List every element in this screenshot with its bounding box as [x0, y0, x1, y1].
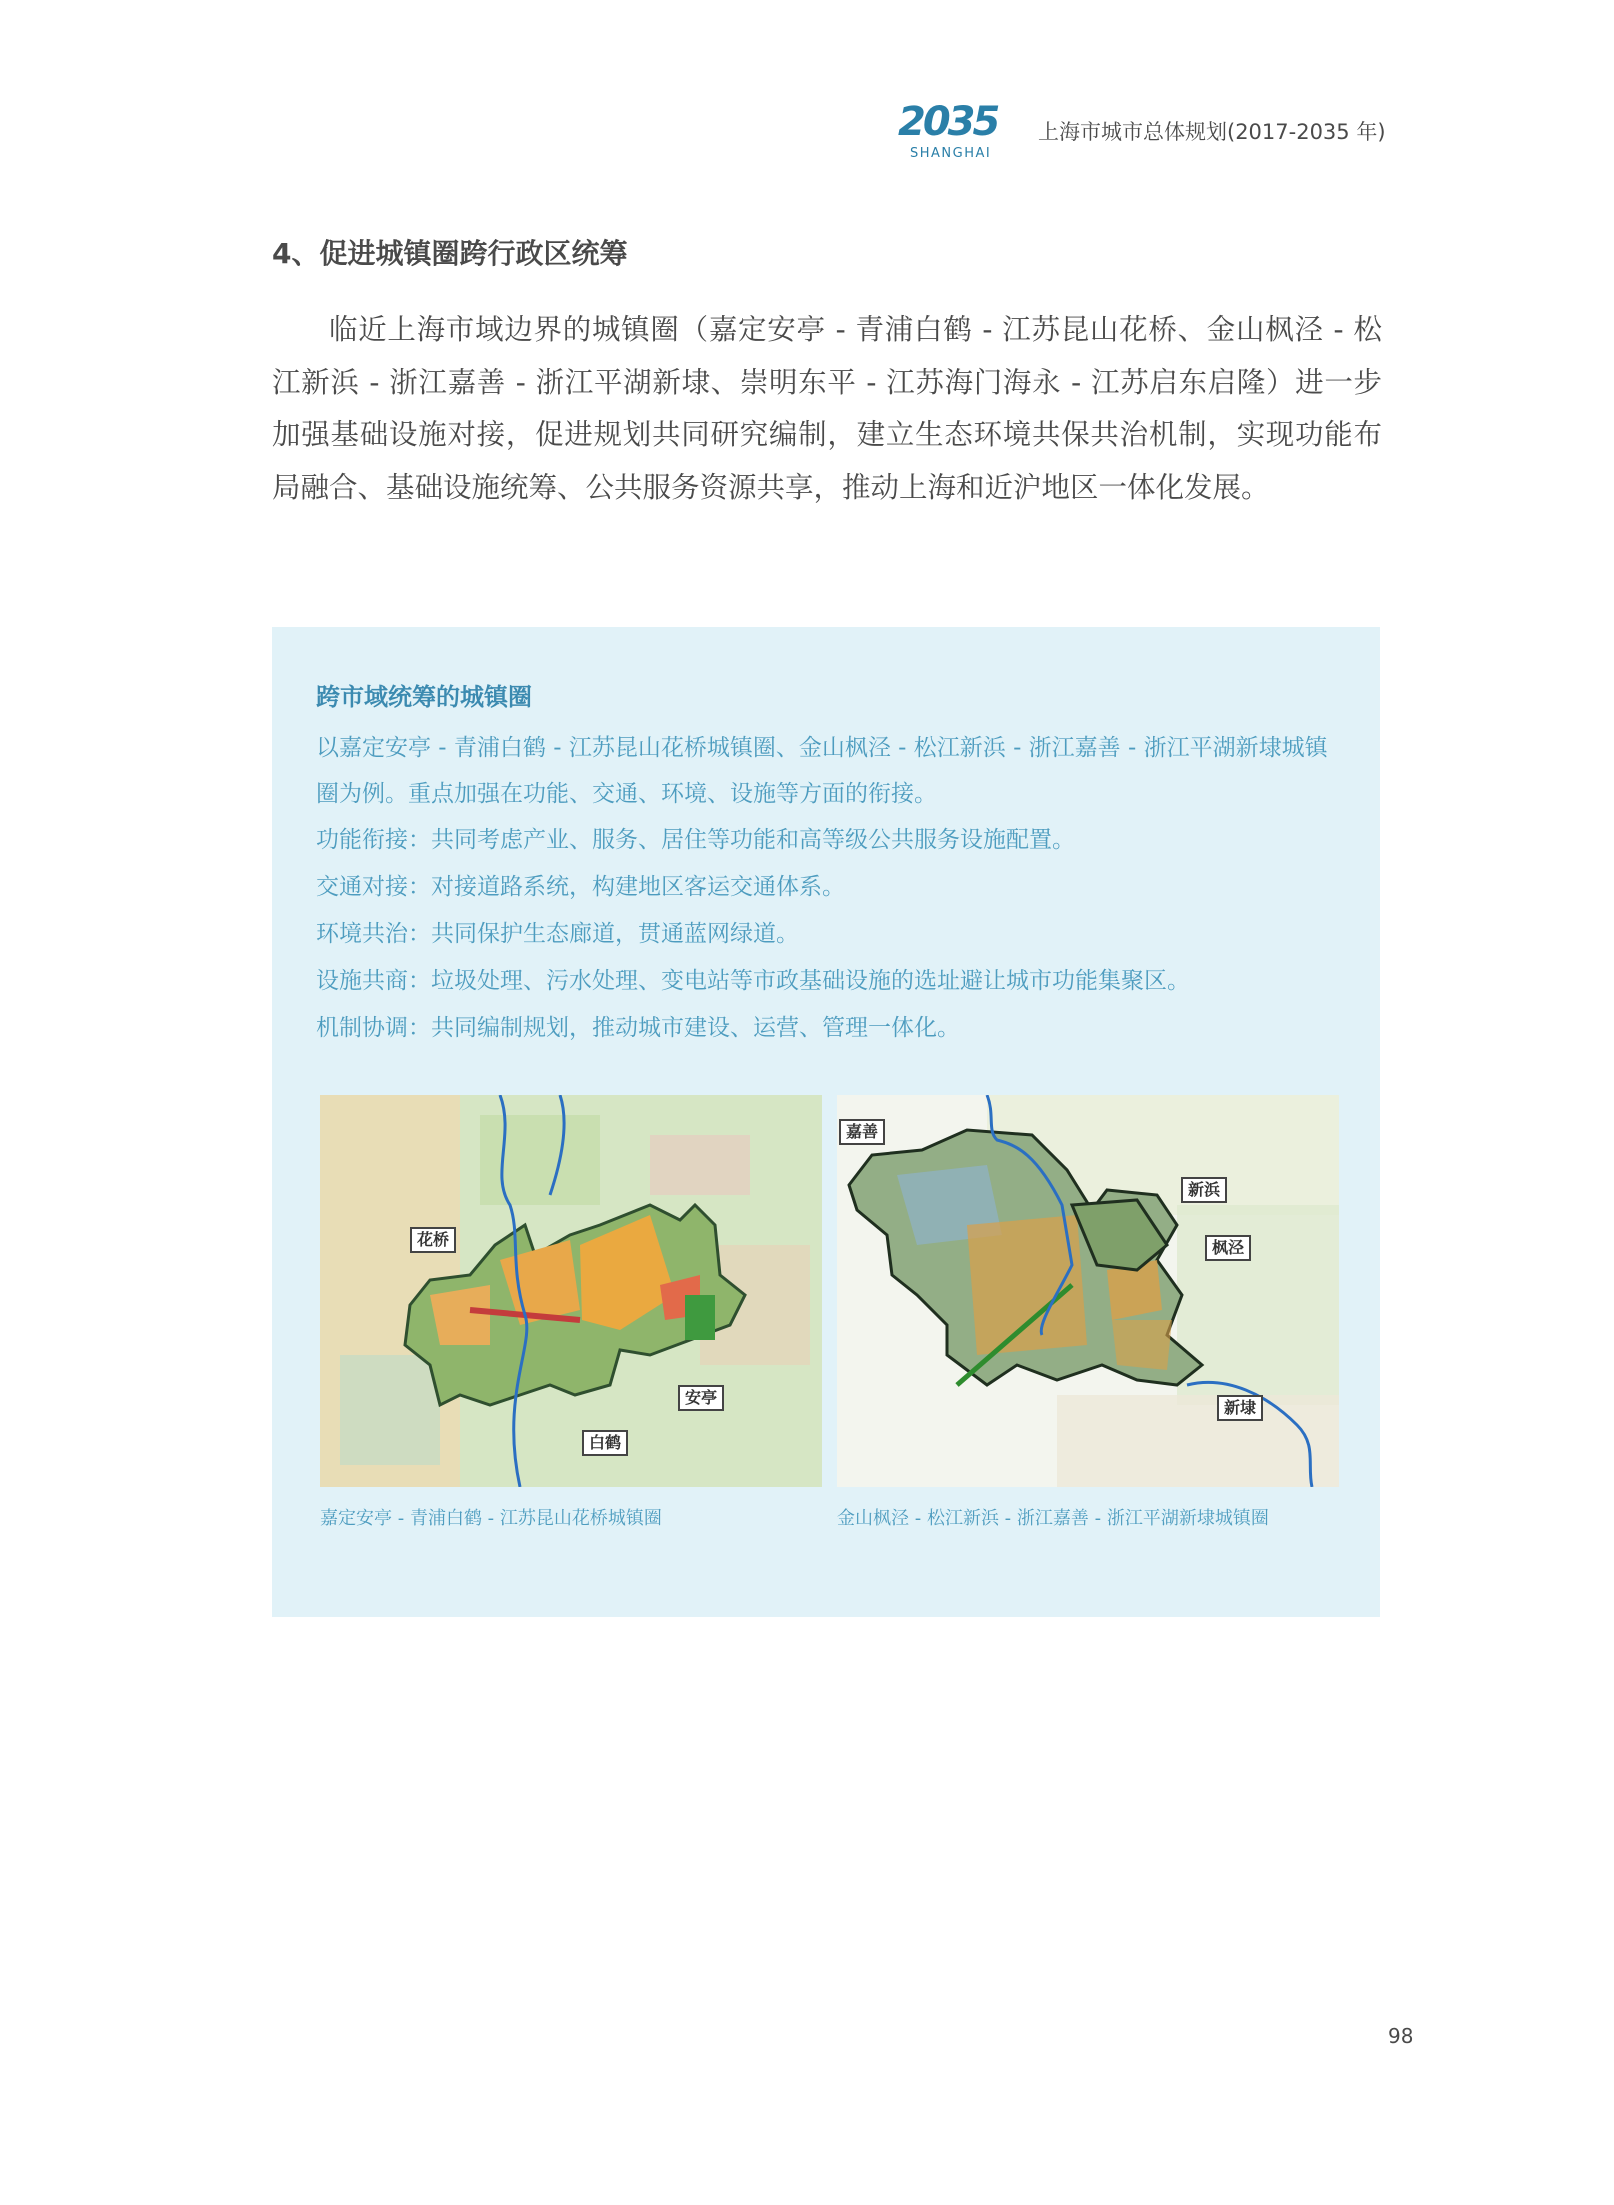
map-label-huaqiao: 花桥	[410, 1227, 456, 1253]
map-anting-baihe-huaqiao	[320, 1095, 822, 1487]
map-image	[320, 1095, 822, 1487]
map-label-fengjing: 枫泾	[1205, 1235, 1251, 1261]
map-caption-left: 嘉定安亭 - 青浦白鹤 - 江苏昆山花桥城镇圈	[320, 1508, 662, 1529]
info-panel	[272, 627, 1380, 1617]
document-title: 上海市城市总体规划(2017-2035 年)	[1038, 120, 1386, 144]
list-item: 环境共治：共同保护生态廊道，贯通蓝网绿道。	[316, 921, 799, 947]
map-label-xinbang: 新浜	[1181, 1177, 1227, 1203]
logo-number: 2035	[898, 99, 998, 145]
map-label-xindai: 新埭	[1217, 1395, 1263, 1421]
map-label-jiashan: 嘉善	[839, 1119, 885, 1145]
map-fengjing-xinbang-jiashan-xindai	[837, 1095, 1339, 1487]
page-header	[898, 99, 1398, 166]
map-image	[837, 1095, 1339, 1487]
page-number: 98	[1388, 2024, 1414, 2048]
section-heading: 4、促进城镇圈跨行政区统筹	[272, 237, 628, 270]
map-label-baihe: 白鹤	[582, 1430, 628, 1456]
paragraph-text: 临近上海市域边界的城镇圈（嘉定安亭 - 青浦白鹤 - 江苏昆山花桥、金山枫泾 - 松江新浜 - 浙江嘉善 - 浙江平湖新埭、崇明东平 - 江苏海门海永 - 江苏启东启隆）进一步加强基础设施对接，促进规划共同研究编制，建立生态环境共保共治机制，实现功能布局融合、基础设施统筹、公共服务资源共享，推动上海和近沪地区一体化发展。	[272, 313, 1382, 504]
body-paragraph	[272, 304, 1382, 514]
panel-list	[316, 817, 1190, 1052]
panel-title: 跨市域统筹的城镇圈	[316, 683, 532, 711]
list-item: 交通对接：对接道路系统，构建地区客运交通体系。	[316, 874, 845, 900]
map-label-anting: 安亭	[678, 1385, 724, 1411]
list-item: 设施共商：垃圾处理、污水处理、变电站等市政基础设施的选址避让城市功能集聚区。	[316, 968, 1190, 994]
shanghai-2035-logo	[898, 99, 1010, 166]
list-item: 功能衔接：共同考虑产业、服务、居住等功能和高等级公共服务设施配置。	[316, 827, 1075, 853]
list-item: 机制协调：共同编制规划，推动城市建设、运营、管理一体化。	[316, 1015, 960, 1041]
map-caption-right: 金山枫泾 - 松江新浜 - 浙江嘉善 - 浙江平湖新埭城镇圈	[837, 1508, 1269, 1529]
logo-city: SHANGHAI	[910, 146, 992, 161]
panel-intro: 以嘉定安亭 - 青浦白鹤 - 江苏昆山花桥城镇圈、金山枫泾 - 松江新浜 - 浙江嘉善 - 浙江平湖新埭城镇圈为例。重点加强在功能、交通、环境、设施等方面的衔接。	[316, 735, 1328, 807]
